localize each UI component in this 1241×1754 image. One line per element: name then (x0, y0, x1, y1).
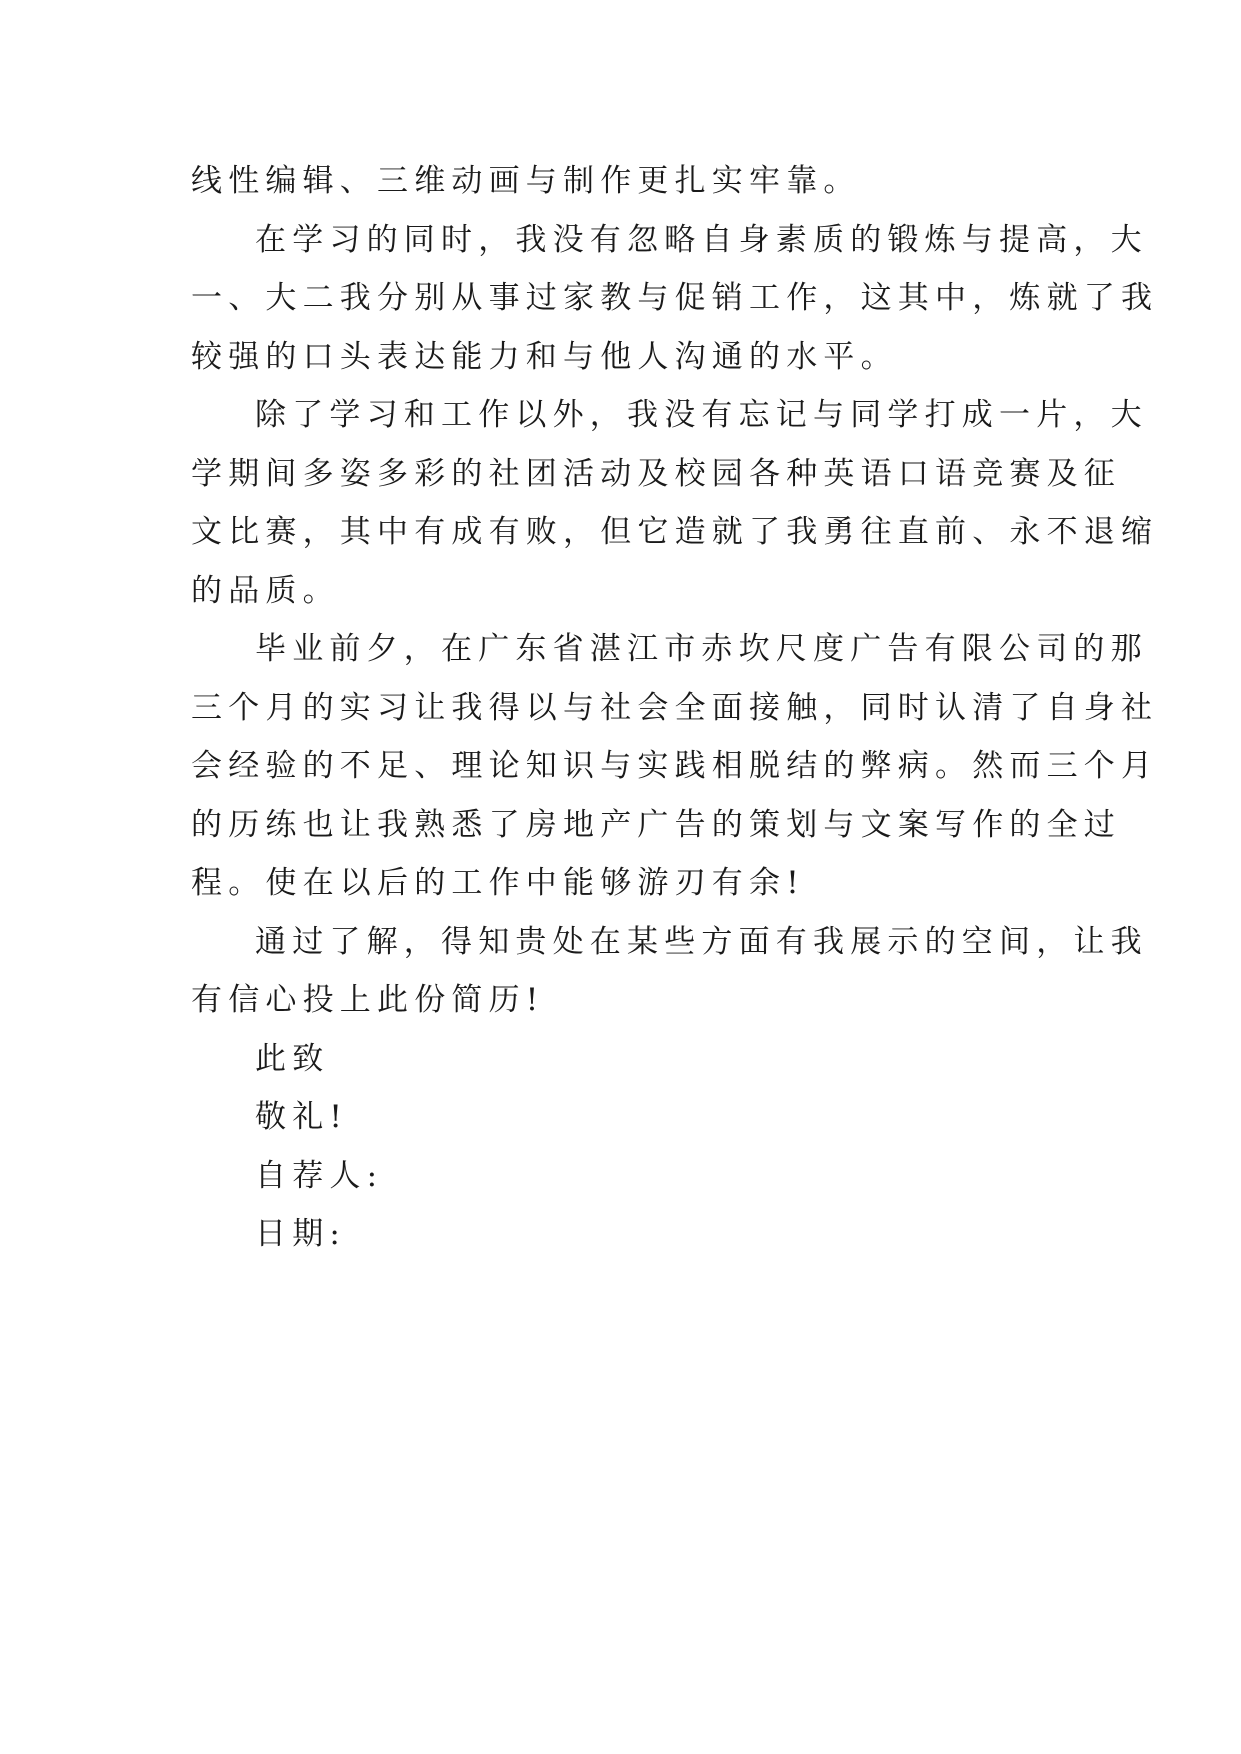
paragraph-line: 在学习的同时，我没有忽略自身素质的锻炼与提高，大 (255, 221, 1148, 258)
salutation-line-2: 敬礼! (255, 1099, 349, 1135)
paragraph-line: 的历练也让我熟悉了房地产广告的策划与文案写作的全过 (191, 806, 1121, 843)
paragraph-line: 的品质。 (191, 572, 340, 609)
paragraph-line: 程。使在以后的工作中能够游刃有余! (191, 865, 805, 901)
paragraph-line: 较强的口头表达能力和与他人沟通的水平。 (191, 338, 898, 375)
paragraph-line: 线性编辑、三维动画与制作更扎实牢靠。 (191, 163, 861, 199)
paragraph-line: 一、大二我分别从事过家教与促销工作，这其中，炼就了我 (191, 280, 1159, 316)
paragraph-line: 毕业前夕，在广东省湛江市赤坎尺度广告有限公司的那 (255, 631, 1148, 667)
paragraph-line: 三个月的实习让我得以与社会全面接触，同时认清了自身社 (191, 689, 1159, 726)
salutation-line-1: 此致 (255, 1040, 330, 1077)
letter-body (191, 152, 1159, 1264)
paragraph-line: 有信心投上此份简历! (191, 982, 545, 1018)
signer-label: 自荐人: (255, 1157, 384, 1194)
paragraph-line: 除了学习和工作以外，我没有忘记与同学打成一片，大 (255, 397, 1148, 433)
paragraph-line: 通过了解，得知贵处在某些方面有我展示的空间，让我 (255, 923, 1148, 960)
paragraph-line: 会经验的不足、理论知识与实践相脱结的弊病。然而三个月 (191, 748, 1159, 784)
paragraph-line: 文比赛，其中有成有败，但它造就了我勇往直前、永不退缩 (191, 514, 1159, 550)
paragraph-line: 学期间多姿多彩的社团活动及校园各种英语口语竞赛及征 (191, 455, 1121, 492)
date-label: 日期: (255, 1216, 347, 1252)
